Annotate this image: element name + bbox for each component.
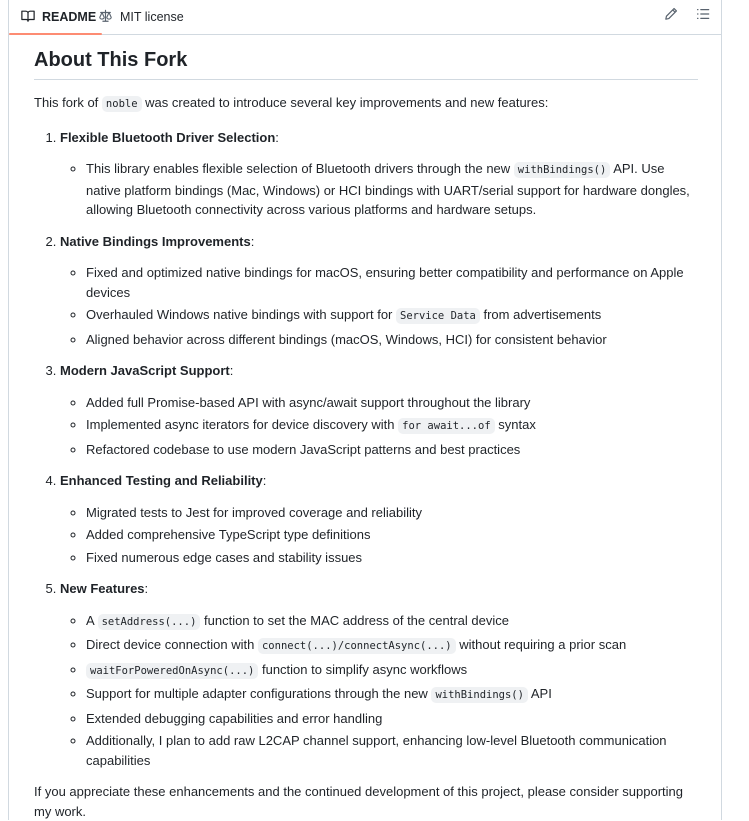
inline-code: withBindings() <box>431 687 528 703</box>
inline-code: connect(...)/connectAsync(...) <box>258 638 456 654</box>
edit-button[interactable] <box>660 6 682 26</box>
list-item-text: Extended debugging capabilities and error handling <box>86 710 383 726</box>
list-unordered-icon <box>696 7 710 26</box>
list-item <box>86 393 698 413</box>
inline-code: Service Data <box>396 308 480 324</box>
feature-section-title: Native Bindings Improvements <box>60 233 251 249</box>
book-icon <box>21 9 42 26</box>
list-item <box>86 731 698 770</box>
list-item-text: A <box>86 612 98 628</box>
list-item <box>86 503 698 523</box>
feature-section: 4. Enhanced Testing and Reliability: ◦ Migrated tests to Jest for improved coverage and reliability ◦ Added comprehensive TypeScript type definitions ◦ Fixed numerous edge cases and stability issues <box>60 471 698 567</box>
feature-items <box>60 263 698 349</box>
list-item-text: Aligned behavior across different bindings (macOS, Windows, HCI) for consistent behavior <box>86 331 607 347</box>
feature-list <box>34 128 698 771</box>
list-item <box>86 548 698 568</box>
feature-section: 3. Modern JavaScript Support: ◦ Added full Promise-based API with async/await support throughout the library ◦ Implemented async iterators for device discovery with for await...of syntax ◦ Refactored codebase to use modern JavaScript patterns and best practices <box>60 361 698 459</box>
list-item-text: This library enables flexible selection of Bluetooth drivers through the new <box>86 161 514 176</box>
list-item <box>86 263 698 302</box>
list-item-text: Added full Promise-based API with async/await support throughout the library <box>86 394 531 410</box>
list-item-text: Migrated tests to Jest for improved coverage and reliability <box>86 504 422 520</box>
feature-items <box>60 159 698 220</box>
feature-section-title: New Features <box>60 581 145 596</box>
pencil-icon <box>664 7 678 26</box>
tab-readme-label: README <box>42 10 97 24</box>
inline-code: noble <box>102 96 142 112</box>
feature-section: 5. New Features: ◦ A setAddress(...) function to set the MAC address of the central device ◦ Direct device connection with connect(...)/connectAsync(...) without requiring a prior scan ◦ waitForPoweredOnAsync(...) function to simplify async workflows ◦ Support for multiple adapter configurations through the new withBindings() API ◦ Extended debugging capabilities and error handling ◦ Additionally, I plan to add raw L2CAP channel support, enhancing low-level Bluetooth communication capabilities <box>60 579 698 770</box>
list-item-text: Overhauled Windows native bindings with support for <box>86 307 396 322</box>
list-item-text: function to simplify async workflows <box>258 661 468 677</box>
outline-button[interactable] <box>692 6 714 26</box>
feature-section: 2. Native Bindings Improvements: ◦ Fixed and optimized native bindings for macOS, ensuring better compatibility and performance on Apple devices ◦ Overhauled Windows native bindings with support for Service Data from advertisements ◦ Aligned behavior across different bindings (macOS, Windows, HCI) for consistent behavior <box>60 232 698 350</box>
intro-paragraph <box>34 93 698 115</box>
list-item <box>86 635 698 657</box>
list-item-text: syntax <box>494 417 536 432</box>
scale-icon <box>98 9 120 26</box>
list-item-text: function to set the MAC address of the central device <box>200 612 509 628</box>
feature-section-title: Flexible Bluetooth Driver Selection <box>60 129 276 145</box>
feature-section-title: Enhanced Testing and Reliability <box>60 473 263 488</box>
list-item <box>86 684 698 706</box>
list-item-text: API <box>527 686 552 701</box>
list-item <box>86 611 698 633</box>
feature-items <box>60 611 698 771</box>
list-item <box>86 440 698 460</box>
list-item-text: Fixed numerous edge cases and stability issues <box>86 549 363 565</box>
list-item <box>86 709 698 729</box>
list-item-text: from advertisements <box>479 307 602 322</box>
list-item <box>86 330 698 350</box>
list-item <box>86 159 698 220</box>
readme-content <box>34 45 698 821</box>
list-item-text: Additionally, I plan to add raw L2CAP channel support, enhancing low-level Bluetooth communication capabilities <box>86 733 667 768</box>
inline-code: for await...of <box>398 418 495 434</box>
outro-paragraph: If you appreciate these enhancements and the continued development of this project, please consider supporting my work. <box>34 784 683 819</box>
inline-code: setAddress(...) <box>98 614 201 630</box>
tab-readme[interactable] <box>9 0 102 34</box>
list-item-text: Fixed and optimized native bindings for macOS, ensuring better compatibility and performance on Apple devices <box>86 265 684 300</box>
inline-code: withBindings() <box>514 162 611 178</box>
list-item <box>86 415 698 437</box>
tab-license-label: MIT license <box>120 10 184 24</box>
tab-license[interactable] <box>98 0 184 34</box>
list-item <box>86 660 698 682</box>
list-item-text: Implemented async iterators for device discovery with <box>86 417 399 432</box>
page-title: About This Fork <box>34 45 698 80</box>
feature-items <box>60 503 698 568</box>
inline-code: waitForPoweredOnAsync(...) <box>86 663 258 679</box>
list-item <box>86 525 698 545</box>
list-item-text: Added comprehensive TypeScript type definitions <box>86 527 371 542</box>
list-item-text: API. Use native platform bindings (Mac, Windows) or HCI bindings with UART/serial support for hardware dongles, allowing Bluetooth connectivity across various platforms and hardware setups. <box>86 161 690 217</box>
list-item-text: Direct device connection with <box>86 637 258 652</box>
list-item-text: Support for multiple adapter configurations through the new <box>86 686 432 701</box>
list-item-text: without requiring a prior scan <box>455 637 627 652</box>
list-item <box>86 305 698 327</box>
feature-section: 1. Flexible Bluetooth Driver Selection: ◦ This library enables flexible selection of Bluetooth drivers through the new withBindings() API. Use native platform bindings (Mac, Windows) or HCI bindings with UART/serial support for hardware dongles, allowing Bluetooth connectivity across various platforms and hardware setups. <box>60 128 698 220</box>
intro-text: was created to introduce several key improvements and new features: <box>141 95 549 110</box>
feature-items <box>60 393 698 460</box>
feature-section-title: Modern JavaScript Support <box>60 363 230 378</box>
list-item-text: Refactored codebase to use modern JavaScript patterns and best practices <box>86 441 521 457</box>
intro-text: This fork of <box>34 95 102 110</box>
